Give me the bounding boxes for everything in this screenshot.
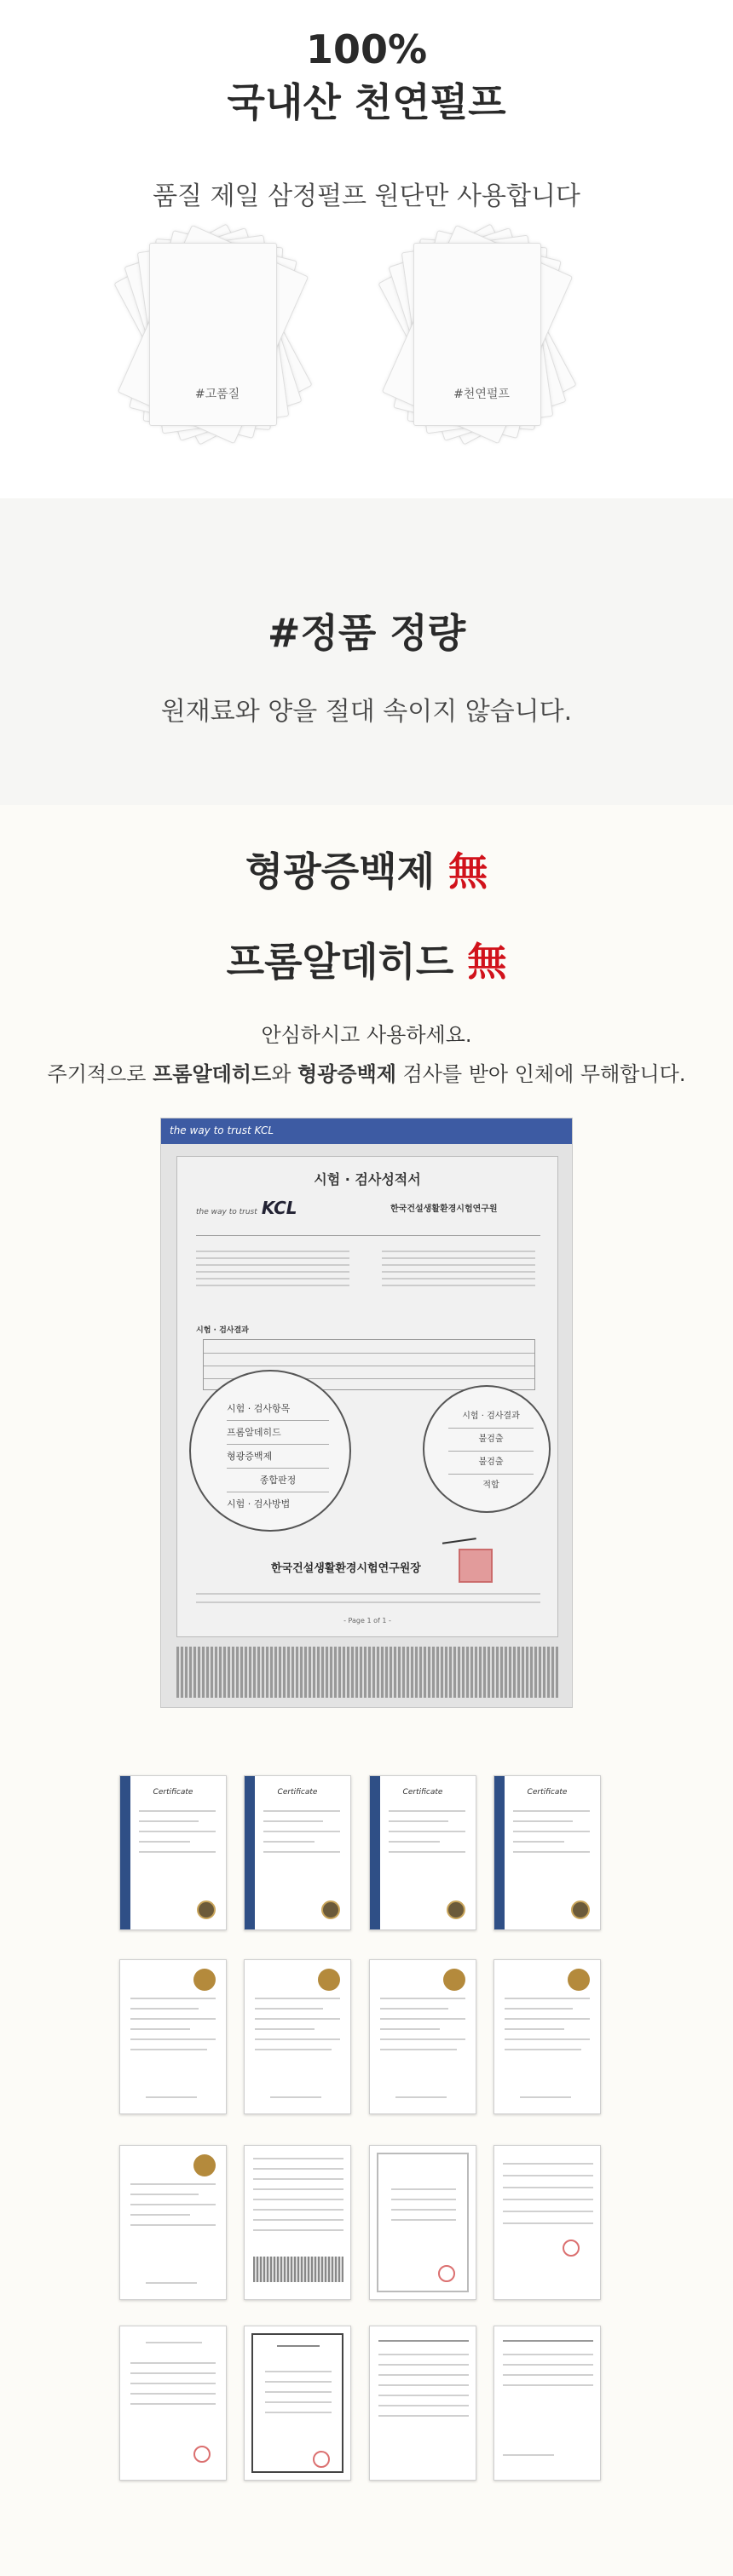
genuine-subtitle: 원재료와 양을 절대 속이지 않습니다. [160,697,573,727]
quality-tag: #고품질 [194,388,240,401]
none-mark: 無 [467,939,507,985]
form-doc [493,2326,601,2481]
wipe-stack-quality [102,230,332,451]
registration-doc [493,1959,601,2114]
certificate-doc: Certificate [119,1775,227,1930]
registration-doc [244,1959,351,2114]
desc2-mid: 와 [271,1062,298,1086]
report-paper [176,1156,558,1637]
desc2-bold-fluorescent: 형광증백제 [297,1062,396,1086]
award-doc [244,2326,351,2481]
zoom-item: 프롬알데히드 [227,1421,329,1445]
form-doc [244,2145,351,2300]
none-mark: 無 [448,848,488,894]
formaldehyde-label: 프롬알데히드 [226,939,454,985]
pulp-subtitle: 품질 제일 삼정펄프 원단만 사용합니다 [153,181,580,211]
zoom-result: 불검출 [448,1429,534,1452]
domestic-pulp-heading: 국내산 천연펄프 [227,79,506,125]
certificate-doc: Certificate [369,1775,476,1930]
form-doc [493,2145,601,2300]
business-registration-doc [119,2326,227,2481]
zoom-item: 시험 · 검사항목 [227,1397,329,1421]
report-institute: 한국건설생활환경시험연구원 [390,1205,498,1214]
zoom-item: 형광증백제 [227,1445,329,1469]
genuine-title: #정품 정량 [267,610,466,656]
desc2-bold-formaldehyde: 프롬알데히드 [153,1062,272,1086]
fluorescent-free-heading [0,841,733,897]
certificate-doc: Certificate [244,1775,351,1930]
report-title: 시험 · 검사성적서 [314,1171,421,1187]
zoom-result: 적합 [482,1481,499,1490]
genuine-section [0,498,733,805]
award-doc [369,2145,476,2300]
pulp-section [0,0,733,498]
natural-pulp-tag: #천연펄프 [453,388,510,401]
hundred-percent-heading: 100% [305,26,428,72]
kcl-logo: the way to trust KCL [196,1198,297,1218]
report-signature [441,1527,476,1544]
safety-desc-1: 안심하시고 사용하세요. [261,1023,472,1047]
report-banner: the way to trust KCL [161,1118,573,1144]
certificate-doc: Certificate [493,1775,601,1930]
safety-desc-2 [0,1057,733,1087]
zoom-result: 불검출 [448,1452,534,1475]
registration-doc [369,1959,476,2114]
report-footer-institute: 한국건설생활환경시험연구원장 [271,1562,421,1575]
registration-doc [119,2145,227,2300]
formaldehyde-free-heading [0,931,733,987]
report-section-label: 시험 · 검사결과 [196,1326,249,1335]
zoom-item: 시험 · 검사방법 [227,1498,291,1509]
kcl-test-report [160,1118,573,1708]
desc2-suffix: 검사를 받아 인체에 무해합니다. [395,1062,686,1086]
zoom-item: 종합판정 [227,1469,329,1492]
report-security-strip [176,1647,558,1698]
report-stamp [459,1549,493,1583]
wipe-stack-natural [366,230,597,451]
desc2-prefix: 주기적으로 [47,1062,153,1086]
zoom-circle-results [423,1385,551,1513]
zoom-result: 시험 · 검사결과 [448,1406,534,1429]
registration-doc [119,1959,227,2114]
zoom-circle-items [189,1370,351,1532]
fluorescent-label: 형광증백제 [245,848,436,894]
form-doc [369,2326,476,2481]
report-page-label: - Page 1 of 1 - [343,1617,391,1624]
